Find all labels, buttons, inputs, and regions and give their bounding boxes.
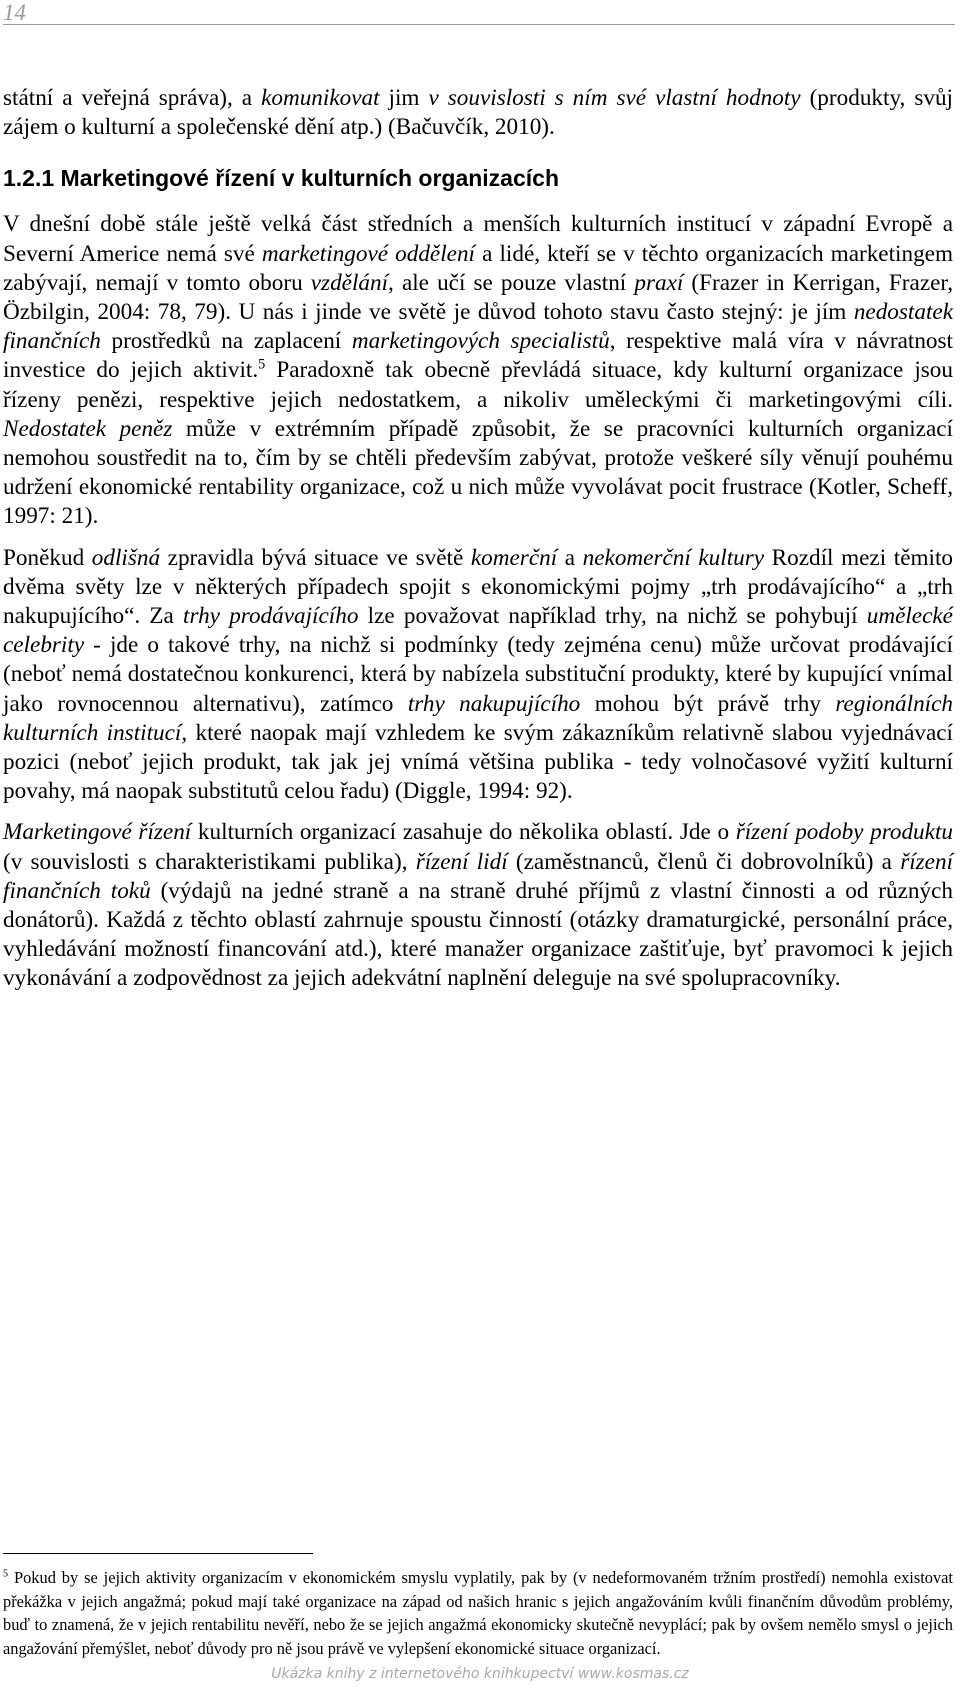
paragraph-1: [3, 210, 953, 531]
paragraph-2: [3, 544, 953, 807]
emphasis: nekomerční kultury: [582, 544, 765, 571]
emphasis: řízení finančních toků: [3, 848, 954, 904]
footnote: [3, 1566, 953, 1661]
emphasis: trhy prodávajícího: [183, 603, 359, 630]
emphasis: praxí: [634, 269, 684, 296]
text-run: může v extrémním případě způsobit, že se pracovníci kulturních organizací nemohou soustředit na to, čím by se chtěli především zabývat, protože veškeré síly věnují pouhému udržení ekonomické rentability organizace, což u nich může vyvolávat pocit frustrace (Kotler, Scheff, 1997: 21).: [3, 415, 953, 530]
text-run: Pokud by se jejich aktivity organizacím v ekonomickém smyslu vyplatily, pak by (v nedeformovaném tržním prostředí) nemohla existovat překážka v jejich angažmá; pokud mají také organizace na západ od našich hranic s jejich angažováním kvůli finančním důvodům problémy, buď to znamená, že v jejich rentabilitu nevěří, nebo že se jejich angažmá ekonomicky skutečně nevyplácí; pak by ovšem nemělo smysl o jejich angažování přemýšlet, neboť důvody pro ně jsou právě ve vylepšení ekonomické situace organizací.: [3, 1568, 953, 1659]
emphasis: komunikovat: [261, 85, 380, 111]
section-heading: 1.2.1 Marketingové řízení v kulturních organizacích: [3, 165, 559, 192]
emphasis: vzdělání: [310, 269, 389, 296]
watermark: Ukázka knihy z internetového knihkupectví www.kosmas.cz: [271, 1666, 689, 1682]
text-run: V dnešní době stále ještě velká část středních a menších kulturních institucí v západní Evropě a Severní Americe nemá své: [3, 211, 953, 267]
text-run: , respektive malá víra v návratnost investice do jejich aktivit.: [3, 328, 953, 384]
text-run: (v souvislosti s charakteristikami publika),: [3, 848, 416, 875]
text-run: - jde o takové trhy, na nichž si podmínky (tedy zejména cenu) může určovat prodávající (neboť nemá dostatečnou konkurenci, která by nabízela substituční produkty, které by kupující vnímal jako rovnocennou alternativu), zatímco: [3, 632, 953, 717]
text-run: jim: [379, 85, 429, 111]
footnote-text: [3, 1566, 953, 1661]
text-run: státní a veřejná správa), a: [3, 85, 262, 111]
emphasis: komerční: [470, 544, 558, 571]
emphasis: Marketingové řízení: [3, 819, 192, 846]
emphasis: řízení lidí: [415, 848, 508, 875]
text-run: (zaměstnanců, členů či dobrovolníků) a: [507, 848, 901, 875]
text-run: (produkty, svůj zájem o kulturní a společenské dění atp.) (Bačuvčík, 2010).: [3, 85, 953, 141]
emphasis: trhy nakupujícího: [407, 690, 581, 717]
intro-paragraph: [3, 84, 953, 142]
text-run: (Frazer in Kerrigan, Frazer, Özbilgin, 2004: 78, 79). U nás i jinde ve světě je důvod tohoto stavu často stejný: je jím: [3, 269, 953, 326]
emphasis: nedostatek finančních: [3, 299, 953, 355]
emphasis: marketingové oddělení: [261, 240, 475, 267]
text-run: , ale učí se pouze vlastní: [388, 269, 635, 296]
text-run: Paradoxně tak obecně převládá situace, kdy kulturní organizace jsou řízeny penězi, respektive jejich nedostatkem, a nikoliv uměleckými či marketingovými cíli.: [3, 357, 953, 413]
text-run: kulturních organizací zasahuje do několika oblastí. Jde o: [191, 819, 736, 846]
text-run: , které naopak mají vzhledem ke svým zákazníkům relativně slabou vyjednávací pozici (neboť jejich produkt, tak jak jej vnímá většina publika - tedy volnočasové vyžití kulturní povahy, má naopak substitutů celou řadu) (Diggle, 1994: 92).: [3, 719, 953, 805]
emphasis: marketingových specialistů: [351, 328, 610, 355]
emphasis: v souvislosti s ním své vlastní hodnoty: [428, 85, 801, 111]
paragraph-3: [3, 818, 953, 993]
footnote-reference[interactable]: 5: [258, 356, 266, 373]
footnote-marker: 5: [3, 1568, 9, 1580]
text-run: lze považovat například trhy, na nichž se pohybují: [358, 603, 867, 630]
text-run: prostředků na zaplacení: [100, 328, 352, 355]
emphasis: umělecké celebrity: [3, 603, 953, 659]
page-number: 14: [3, 0, 26, 25]
footnote-rule: [3, 1553, 313, 1554]
text-run: a lidé, kteří se v těchto organizacích marketingem zabývají, nemají v tomto oboru: [3, 240, 953, 296]
page-body: [3, 84, 953, 994]
emphasis: Nedostatek peněz: [3, 415, 173, 442]
text-run: Rozdíl mezi těmito dvěma světy lze v některých případech spojit s ekonomickými pojmy „trh prodávajícího“ a „trh nakupujícího“. Za: [3, 544, 954, 630]
text-run: (výdajů na jedné straně a na straně druhé příjmů z vlastní činnosti a od různých donátorů). Každá z těchto oblastí zahrnuje spoustu činností (otázky dramaturgické, personální práce, vyhledávání možností financování atd.), které manažer organizace zaštiťuje, byť pravomoci k jejich vykonávání a zodpovědnost za jejich adekvátní naplnění deleguje na své spolupracovníky.: [3, 877, 953, 992]
text-run: mohou být právě trhy: [580, 690, 836, 717]
emphasis: regionálních kulturních institucí: [3, 690, 954, 746]
text-run: a: [557, 544, 583, 571]
text-run: zpravidla bývá situace ve světě: [160, 544, 471, 571]
header-rule: [3, 24, 955, 25]
text-run: Poněkud: [3, 544, 92, 571]
emphasis: řízení podoby produktu: [735, 819, 953, 846]
emphasis: odlišná: [91, 544, 161, 571]
